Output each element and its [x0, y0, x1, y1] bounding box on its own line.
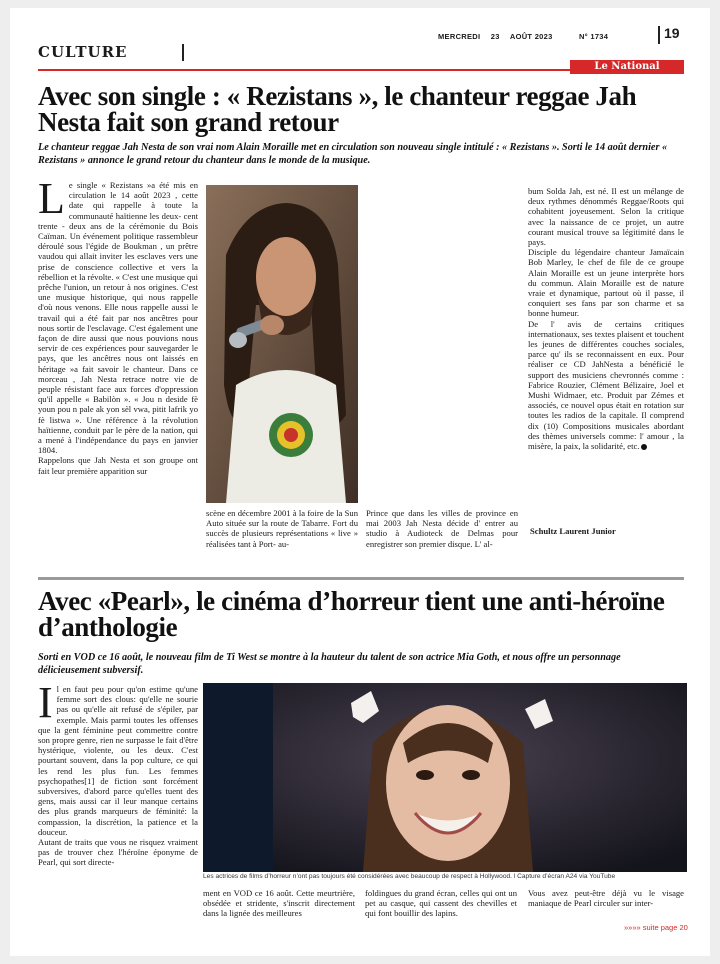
article2-lead: Sorti en VOD ce 16 août, le nouveau film de Ti West se montre à la hauteur du talent de son actrice Mia Goth, et nous offre un personnage délicieusement subversif.: [38, 652, 621, 676]
date-number: 23: [490, 32, 500, 41]
article2-column-4: Vous avez peut-être déjà vu le visage maniaque de Pearl circuler sur inter-: [528, 888, 684, 909]
issue-number: N° 1734: [578, 32, 609, 41]
article2-column-1: [38, 678, 198, 868]
article1-title: Avec son single : « Rezistans », le chanteur reggae Jah Nesta fait son grand retour: [38, 81, 637, 137]
article1-column-3: Prince que dans les villes de province en mai 2003 Jah Nesta décide d' entrer au studio à Audioteck de Delmas pour enregistrer son premier disque. L' al-: [366, 508, 518, 549]
article2-column-3: foldingues du grand écran, celles qui ont un pet au casque, qui cassent des chevilles et qui font bouillir des lapins.: [365, 888, 517, 919]
photo-caption: Les actrices de films d’horreur n’ont pas toujours été considérées avec beaucoup de respect à Hollywood. l Capture d’écran A24 via YouTube: [203, 873, 616, 880]
article2-title: Avec «Pearl», le cinéma d’horreur tient une anti-héroïne d’anthologie: [38, 586, 665, 642]
film-still-illustration: [203, 683, 687, 872]
singer-photo: [206, 185, 358, 503]
article2-col1-text: l en faut peu pour qu'on estime qu'une femme sort des clous: qu'elle ne sourie pas ou qu'elle ait refusé de s'épiler, par exemple. Mais parmi toutes les offenses que la gent féminine peut commettre contre son propre genre, rien ne surpasse le fait d'être hystérique, violente, ou les deux. C'est pourtant souvent, dans la pop culture, ce qui les rend les plus fun. Les femmes psychopathes[1] de fiction sont forcément subversives, d'abord parce qu'elles tuent des gens, mais aussi car il leur manque certains des plus grands marqueurs de féminité: la compassion, la discrétion, la patience et la douceur.: [38, 684, 198, 837]
dateline: [438, 32, 616, 41]
article2-dropcap: I: [38, 678, 53, 727]
article-divider: [38, 577, 684, 580]
continued-on-page[interactable]: »»»» suite page 20: [624, 923, 688, 932]
newspaper-page: [10, 8, 710, 956]
page-number-divider: [658, 26, 660, 44]
section-divider: [182, 44, 184, 61]
film-still-photo: [203, 683, 687, 872]
article1-col4a-text: bum Solda Jah, est né. Il est un mélange de deux rythmes dénommés Reggae/Roots qui cohabitent joyeusement. Selon la critique avec la naissance de ce projet, un autre courant musical trouve sa légitimité dans le pays.: [528, 186, 684, 248]
day: MERCREDI: [438, 32, 481, 41]
article2-column-2: ment en VOD ce 16 août. Cette meurtrière, obsédée et stridente, s'inscrit directement dans la lignée des meilleures: [203, 888, 355, 919]
article1-column-1: [38, 174, 198, 476]
singer-photo-illustration: [206, 185, 358, 503]
article1-byline: Schultz Laurent Junior: [530, 526, 616, 536]
section-label: CULTURE: [38, 43, 128, 61]
article1-col1b-text: Rappelons que Jah Nesta et son groupe ont fait leur première apparition sur: [38, 455, 198, 476]
article1-column-2: scène en décembre 2001 à la foire de la Sun Auto située sur la route de Tabarre. Fort du succès de plusieurs représentations « live » réalisées tant à Port- au-: [206, 508, 358, 549]
article1-column-4: [528, 186, 684, 451]
article1-col1-text: e single « Rezistans »a été mis en circulation le 14 août 2023 , cette date qui rappelle à toute la communauté haïtienne les deux- cent trente - deux ans de la cérémonie du Bois Caïman. Un événement politique rassembleur déroulé sous l'égide de Boukman , un prêtre vaudou qui allait inviter les esclaves vers une prise de conscience collective et vers la rébellion et la révolte. « C'est une musique qui prêche l'union, un retour à nos origines. C'est une musique historique, qui nous rappelle d'où nous venons. Elle nous rappelle aussi le travail qui a été fait par nos ancêtres pour nous sortir de l'esclavage. C'est également une façon de dire aussi que nous pouvions nous servir de ces expériences pour sauvegarder le pays, que les ancêtres nous ont laissés en héritage »a fait savoir le chanteur. Dans ce morceau , Jah Nesta retrace notre vie de peuple résistant face aux forces d'oppression qu'il appelle « Babilòn ». « Jou n deside fè youn pou n pale ak yon sèl vwa, pitit lafrik yo fè listwa ». Une référence à la révolution haïtienne, conduit par le père de la nation, qui a mené à l'indépendance du pays en janvier 1804.: [38, 180, 198, 456]
article1-lead: Le chanteur reggae Jah Nesta de son vrai nom Alain Moraille met en circulation son nouveau single intitulé : « Rezistans ». Sorti le 14 août dernier « Rezistans » annonce le grand retour du chanteur dans le monde de la musique.: [38, 142, 668, 166]
page-number: 19: [664, 25, 680, 41]
article1-col4c-text: De l' avis de certains critiques internationaux, ses textes plaisent et touchent les jeunes de différentes couches sociales, parce qu' ils se reconnaissent en eux. Pour réaliser ce CD JahNesta a bénéficié le support des musiciens chevronnés comme : Fabrice Rouzier, Clément Bélizaire, Joel et Mushi Widmaer, etc. Produit par Zémes et associés, ce nouvel opus était en rotation sur toutes les radios de la capitale. Il comprend dix (10) Compositions musicales abordant des thèmes universels comme: l' amour , la misère, la paix, la solidarité, etc.: [528, 318, 684, 452]
article1-dropcap: L: [38, 174, 65, 223]
month-year: AOÛT 2023: [509, 32, 553, 41]
article1-col4b-text: Disciple du légendaire chanteur Jamaïcain Bob Marley, le chef de file de ce groupe Alain Moraille est un jeune interprète hors du commun. Alain Moraille est de nature vraie et dynamique, partout où il passe, il conquiert ses fans par son charme et sa bonne humeur.: [528, 247, 684, 319]
publication-name: Le National: [570, 60, 684, 74]
article2-col1b-text: Autant de traits que vous ne risquez vraiment pas de trouver chez l'héroïne éponyme de Pearl, qui sort directe-: [38, 837, 198, 868]
end-of-article-mark: [641, 444, 647, 450]
